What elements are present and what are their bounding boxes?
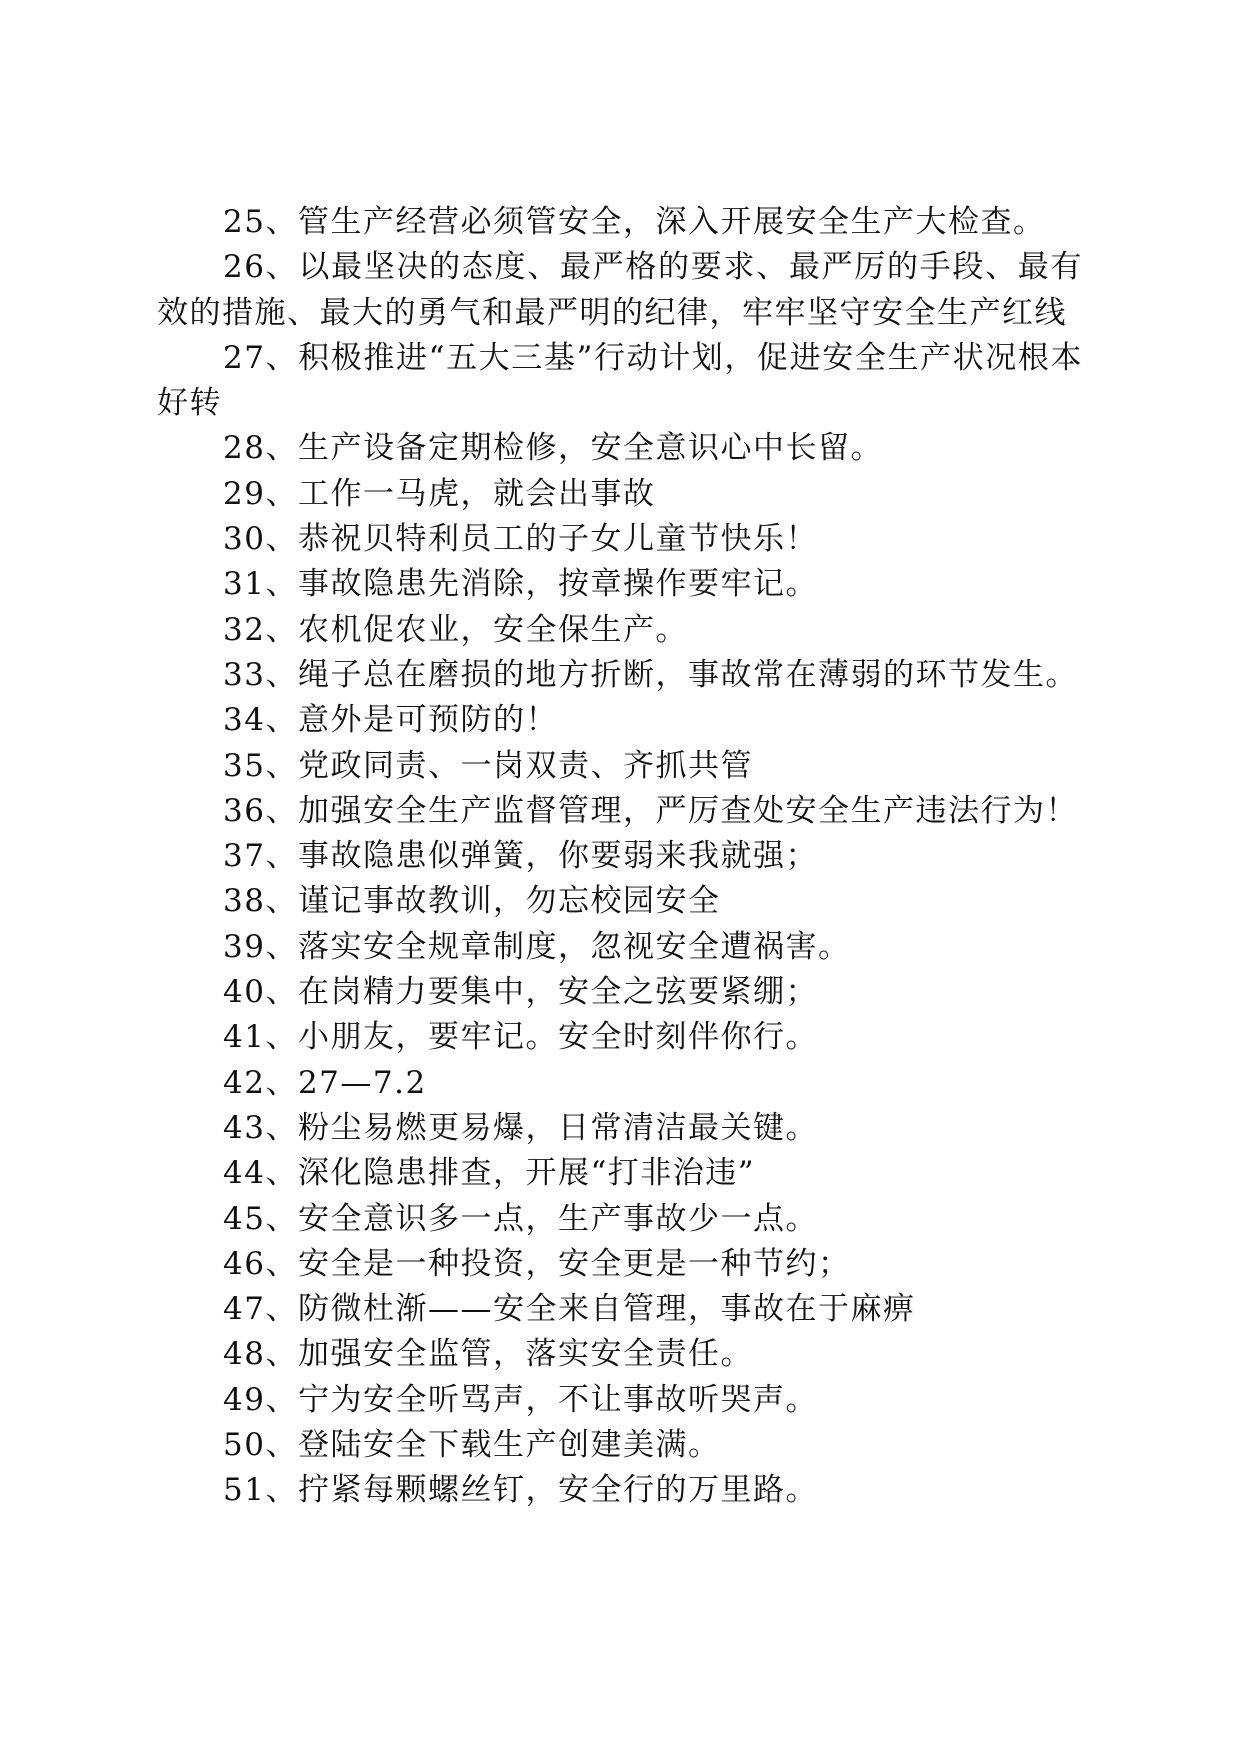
list-item: 39、落实安全规章制度，忽视安全遭祸害。 [223, 928, 851, 965]
list-item: 42、27—7.2 [223, 1064, 427, 1101]
list-item: 31、事故隐患先消除，按章操作要牢记。 [223, 566, 818, 603]
list-item: 30、恭祝贝特利员工的子女儿童节快乐！ [223, 521, 818, 558]
document-body [157, 200, 1083, 1514]
list-item: 40、在岗精力要集中，安全之弦要紧绷； [223, 974, 818, 1011]
list-item: 48、加强安全监管，落实安全责任。 [223, 1336, 753, 1373]
list-item: 46、安全是一种投资，安全更是一种节约； [223, 1245, 851, 1282]
list-item: 43、粉尘易燃更易爆，日常清洁最关键。 [223, 1109, 818, 1146]
list-item: 26、以最坚决的态度、最严格的要求、最严厉的手段、最有效的措施、最大的勇气和最严明的纪律，牢牢坚守安全生产红线 [157, 249, 1083, 331]
list-item: 47、防微杜渐——安全来自管理，事故在于麻痹 [223, 1291, 916, 1328]
list-item: 49、宁为安全听骂声，不让事故听哭声。 [223, 1381, 818, 1418]
list-item: 41、小朋友，要牢记。安全时刻伴你行。 [223, 1019, 818, 1056]
list-item: 36、加强安全生产监督管理，严厉查处安全生产违法行为！ [223, 792, 1078, 829]
list-item: 29、工作一马虎，就会出事故 [223, 475, 656, 512]
list-item: 44、深化隐患排查，开展“打非治违” [223, 1155, 756, 1192]
list-item: 33、绳子总在磨损的地方折断，事故常在薄弱的环节发生。 [223, 656, 1078, 693]
list-item: 35、党政同责、一岗双责、齐抓共管 [223, 747, 753, 784]
list-item: 51、拧紧每颗螺丝钉，安全行的万里路。 [223, 1472, 818, 1509]
list-item: 25、管生产经营必须管安全，深入开展安全生产大检查。 [223, 204, 1046, 240]
list-item: 34、意外是可预防的！ [223, 702, 558, 739]
list-item: 28、生产设备定期检修，安全意识心中长留。 [223, 430, 883, 467]
list-item: 50、登陆安全下载生产创建美满。 [223, 1427, 721, 1464]
list-item: 45、安全意识多一点，生产事故少一点。 [223, 1200, 818, 1237]
list-item: 37、事故隐患似弹簧，你要弱来我就强； [223, 838, 818, 875]
list-item: 32、农机促农业，安全保生产。 [223, 611, 688, 648]
list-item: 38、谨记事故教训，勿忘校园安全 [223, 883, 721, 920]
list-item: 27、积极推进“五大三基”行动计划，促进安全生产状况根本好转 [157, 339, 1083, 422]
